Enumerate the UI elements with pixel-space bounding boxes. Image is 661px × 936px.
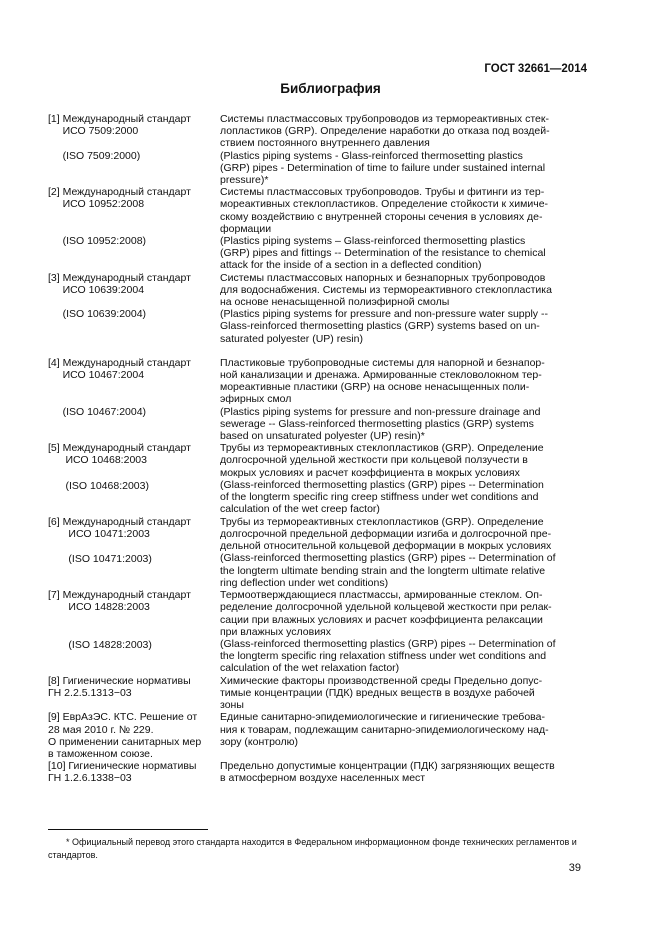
- bibliography-entry: [48, 235, 583, 272]
- reference-designation: [10] Гигиенические нормативы ГН 1.2.6.1338−03: [48, 760, 197, 785]
- reference-title: Пластиковые трубопроводные системы для напорной и безнапор- ной канализации и дренажа. Армированные стекловолокном тер- мореактивные пластики (GRP) на основе ненасыщенных поли- эфирных смол: [220, 356, 545, 406]
- reference-title: Системы пластмассовых трубопроводов. Трубы и фитинги из тер- мореактивных стеклопластиков. Определение стойкости к химиче- скому воздействию с внутренней стороны сечения в условиях де- формации: [220, 186, 549, 235]
- reference-title: [220, 553, 580, 565]
- bibliography-entry: [48, 357, 583, 406]
- footnote-divider: [48, 829, 208, 830]
- reference-title: [220, 639, 580, 651]
- reference-designation: (ISO 10468:2003): [48, 479, 149, 492]
- reference-designation: (ISO 10639:2004): [48, 308, 147, 321]
- reference-title: Системы пластмассовых напорных и безнапорных трубопроводов для водоснабжения. Системы из термореактивного стеклопластика на основе ненасыщенной полиэфирной смолы: [220, 271, 552, 309]
- reference-title: (Plastics piping systems for pressure and non-pressure drainage and sewerage -- Glass-reinforced thermosetting plastics (GRP) systems based on unsaturated polyester (UP) resin)*: [220, 405, 541, 443]
- bibliography-entry: [48, 308, 583, 345]
- reference-title: (Plastics piping systems – Glass-reinforced thermosetting plastics (GRP) pipes and fittings -- Determination of the resistance to chemical attack for the inside of a section in a deflected condition): [220, 235, 546, 272]
- standard-number: ГОСТ 32661—2014: [484, 63, 587, 75]
- reference-designation: (ISO 10471:2003): [48, 552, 152, 565]
- reference-designation: [9] ЕврАзЭС. КТС. Решение от 28 мая 2010 г. № 229. О применении санитарных мер в таможенном союзе.: [48, 711, 202, 760]
- bibliography-entry: [48, 272, 583, 309]
- page-title: Библиография: [280, 81, 381, 96]
- reference-title: Единые санитарно-эпидемиологические и гигиенические требова- ния к товарам, подлежащим санитарно-эпидемиологическому над- зору (контролю): [220, 711, 549, 748]
- reference-designation: [2] Международный стандарт ИСО 10952:2008: [48, 186, 191, 211]
- reference-designation: (ISO 14828:2003): [48, 638, 152, 651]
- reference-designation: [7] Международный стандарт ИСО 14828:2003: [48, 589, 191, 614]
- reference-designation: [6] Международный стандарт ИСО 10471:2003: [48, 515, 191, 540]
- bibliography-entry: [48, 553, 583, 565]
- reference-title: Химические факторы производственной среды Предельно допус- тимые концентрации (ПДК) вредных веществ в воздухе рабочей зоны: [220, 674, 543, 712]
- bibliography-entry: [48, 760, 583, 784]
- bibliography-entry: [48, 675, 583, 712]
- reference-designation: [1] Международный стандарт ИСО 7509:2000: [48, 113, 191, 138]
- bibliography-entry: [48, 406, 583, 443]
- reference-designation: [5] Международный стандарт ИСО 10468:2003: [48, 442, 191, 467]
- bibliography-entry: [48, 589, 583, 674]
- bibliography-entry: [48, 186, 583, 235]
- reference-designation: (ISO 7509:2000): [48, 149, 141, 162]
- bibliography-entry: [48, 150, 583, 187]
- reference-title: (Plastics piping systems for pressure and non-pressure water supply -- Glass-reinforced thermosetting plastics (GRP) systems based on un- saturated polyester (UP) resin): [220, 308, 548, 345]
- bibliography-entry: [48, 480, 583, 492]
- reference-title: Термоотверждающиеся пластмассы, армированные стеклом. Оп- ределение долгосрочной удельной кольцевой жесткости при релак- сации при влажных условиях и расчет коэффициента релаксации при влажных условиях (Glass-reinforced thermosetting plastics (GRP) pipes -- Determination of the longterm specific ring relaxation stiffness under wet conditions and calculation of the wet relaxation factor): [220, 589, 556, 675]
- page-number: 39: [568, 862, 581, 874]
- reference-designation: (ISO 10952:2008): [48, 235, 147, 248]
- footnote: * Официальный перевод этого стандарта находится в Федеральном информационном фонде технических регламентов и стандартов.: [48, 837, 577, 860]
- reference-title: Трубы из термореактивных стеклопластиков (GRP). Определение долгосрочной предельной деформации изгиба и долгосрочной пре- дельной относительной кольцевой деформации в мокрых условиях (Glass-reinforced thermosetting plastics (GRP) pipes -- Determination of the longterm ultimate bending strain and the longterm ultimate relative ring deflection under wet conditions): [220, 515, 556, 589]
- reference-designation: [3] Международный стандарт ИСО 10639:2004: [48, 271, 191, 296]
- reference-title: Системы пластмассовых трубопроводов из термореактивных стек- лопластиков (GRP). Определение наработки до отказа под воздей- ствием постоянного внутреннего давления: [220, 113, 550, 150]
- reference-designation: [8] Гигиенические нормативы ГН 2.2.5.1313−03: [48, 674, 191, 699]
- reference-designation: (ISO 10467:2004): [48, 405, 147, 418]
- reference-title: Трубы из термореактивных стеклопластиков (GRP). Определение долгосрочной удельной жесткости при кольцевой ползучести в мокрых условиях и расчет коэффициента в мокрых условиях (Glass-reinforced thermosetting plastics (GRP) pipes -- Determination of the longterm specific ring creep stiffness under wet conditions and calculation of the wet creep factor): [220, 442, 544, 516]
- bibliography-entry: [48, 639, 583, 651]
- reference-title: Предельно допустимые концентрации (ПДК) загрязняющих веществ в атмосферном воздухе населенных мест: [220, 760, 555, 785]
- bibliography-entry: [48, 113, 583, 150]
- reference-title: [220, 480, 580, 492]
- bibliography-list: [48, 113, 583, 785]
- reference-title: (Plastics piping systems - Glass-reinforced thermosetting plastics (GRP) pipes - Determination of time to failure under sustained internal pressure)*: [220, 149, 546, 187]
- reference-designation: [4] Международный стандарт ИСО 10467:2004: [48, 356, 191, 382]
- bibliography-entry: [48, 711, 583, 760]
